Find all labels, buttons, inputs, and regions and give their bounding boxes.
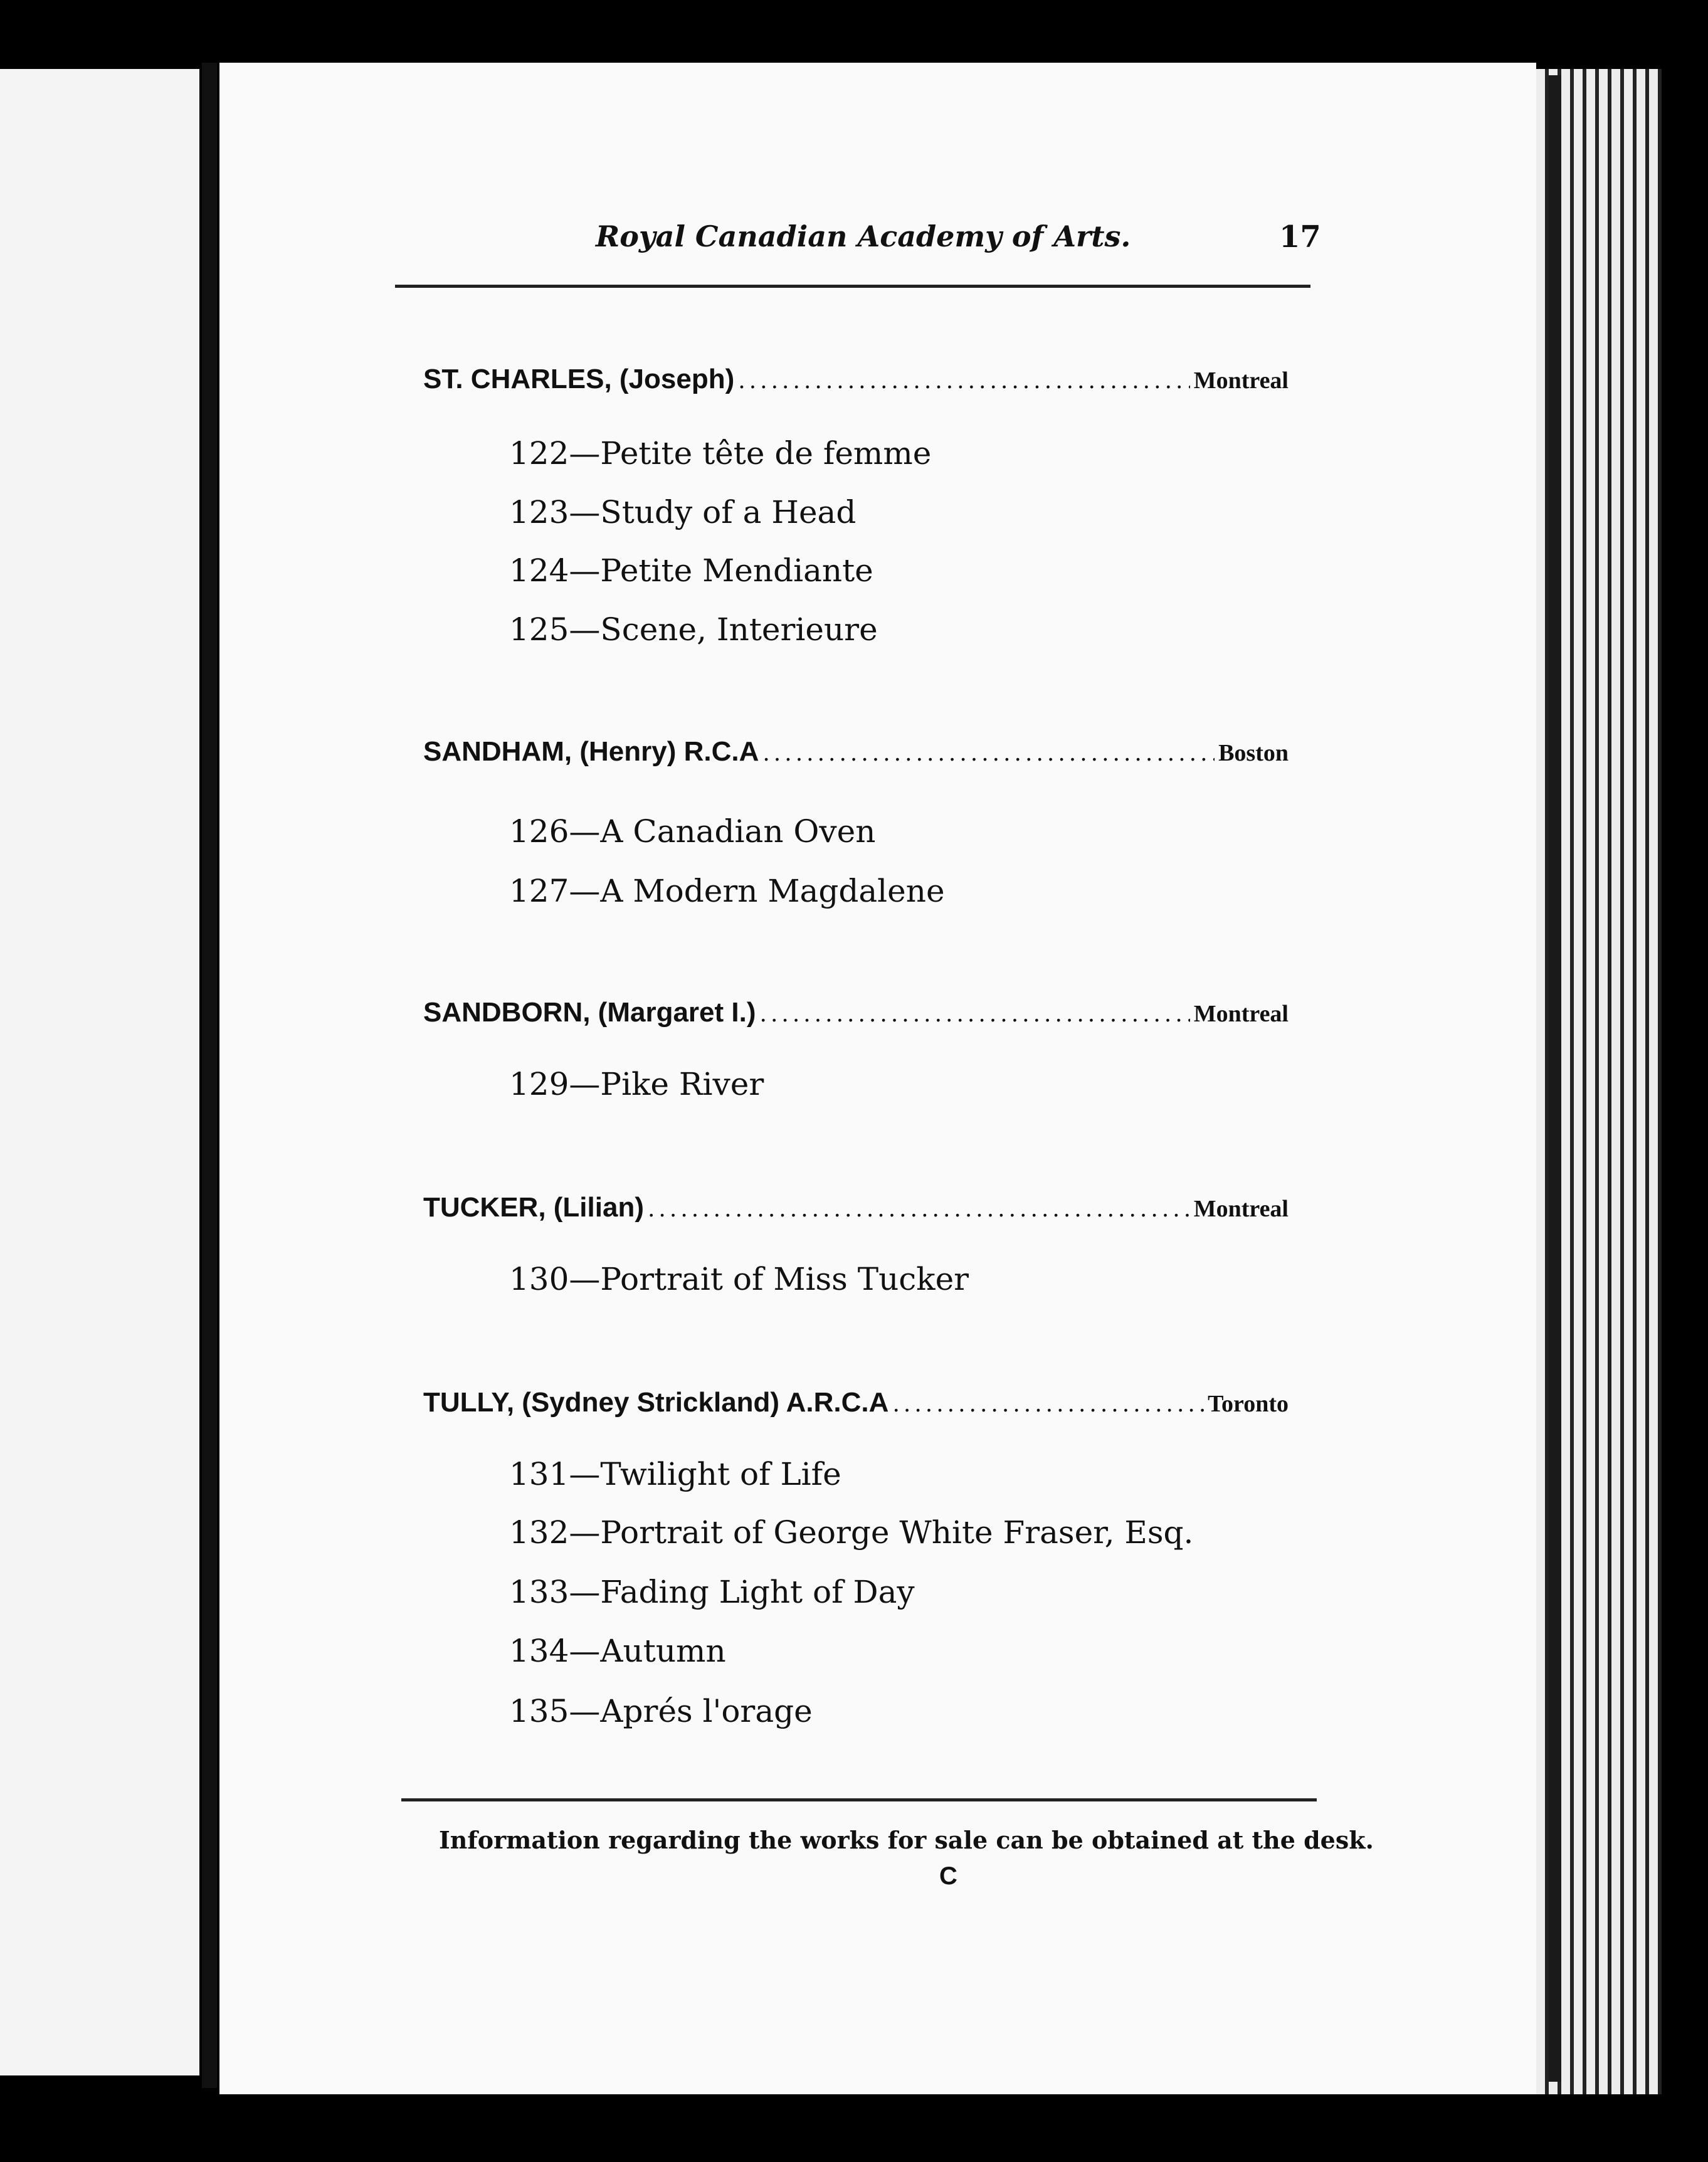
footer-note: Information regarding the works for sale can be obtained at the desk. <box>439 1826 1374 1854</box>
work-item: 126—A Canadian Oven <box>509 813 876 850</box>
signature-mark: C <box>939 1862 957 1890</box>
artist-location: Toronto <box>1208 1391 1289 1417</box>
artist-name: TULLY, (Sydney Strickland) A.R.C.A <box>423 1387 889 1418</box>
work-item: 132—Portrait of George White Fraser, Esq. <box>509 1514 1194 1551</box>
dot-leader <box>648 1196 1190 1222</box>
artist-entry-sandborn <box>423 997 1289 1028</box>
artist-name: SANDHAM, (Henry) R.C.A <box>423 736 759 767</box>
artist-location: Montreal <box>1193 1001 1289 1027</box>
header-rule <box>395 285 1310 288</box>
book-spine <box>202 63 217 2088</box>
page-number: 17 <box>1279 219 1321 255</box>
artist-name: TUCKER, (Lilian) <box>423 1192 644 1223</box>
artist-location: Montreal <box>1193 1196 1289 1222</box>
artist-location: Boston <box>1218 740 1289 766</box>
dot-leader <box>738 368 1189 394</box>
dot-leader <box>892 1391 1204 1417</box>
dot-leader <box>760 1001 1190 1027</box>
work-item: 122—Petite tête de femme <box>509 435 932 472</box>
work-item: 127—A Modern Magdalene <box>509 873 945 909</box>
artist-entry-sandham <box>423 736 1289 767</box>
artist-name: ST. CHARLES, (Joseph) <box>423 364 735 394</box>
footer-rule <box>401 1798 1317 1801</box>
work-item: 124—Petite Mendiante <box>509 552 873 589</box>
work-item: 130—Portrait of Miss Tucker <box>509 1261 969 1297</box>
artist-location: Montreal <box>1193 367 1289 394</box>
work-item: 131—Twilight of Life <box>509 1456 841 1492</box>
work-item: 134—Autumn <box>509 1633 726 1669</box>
artist-name: SANDBORN, (Margaret I.) <box>423 997 756 1028</box>
dot-leader <box>762 741 1215 766</box>
page-edge-shadow <box>1549 75 1561 2082</box>
work-item: 133—Fading Light of Day <box>509 1574 915 1610</box>
work-item: 123—Study of a Head <box>509 494 857 530</box>
work-item: 135—Aprés l'orage <box>509 1693 813 1729</box>
work-item: 129—Pike River <box>509 1066 764 1102</box>
artist-entry-tucker <box>423 1192 1289 1223</box>
artist-entry-st-charles <box>423 364 1289 395</box>
work-item: 125—Scene, Interieure <box>509 611 878 648</box>
artist-entry-tully <box>423 1387 1289 1418</box>
running-head: Royal Canadian Academy of Arts. <box>596 219 1131 253</box>
facing-page <box>0 69 199 2075</box>
